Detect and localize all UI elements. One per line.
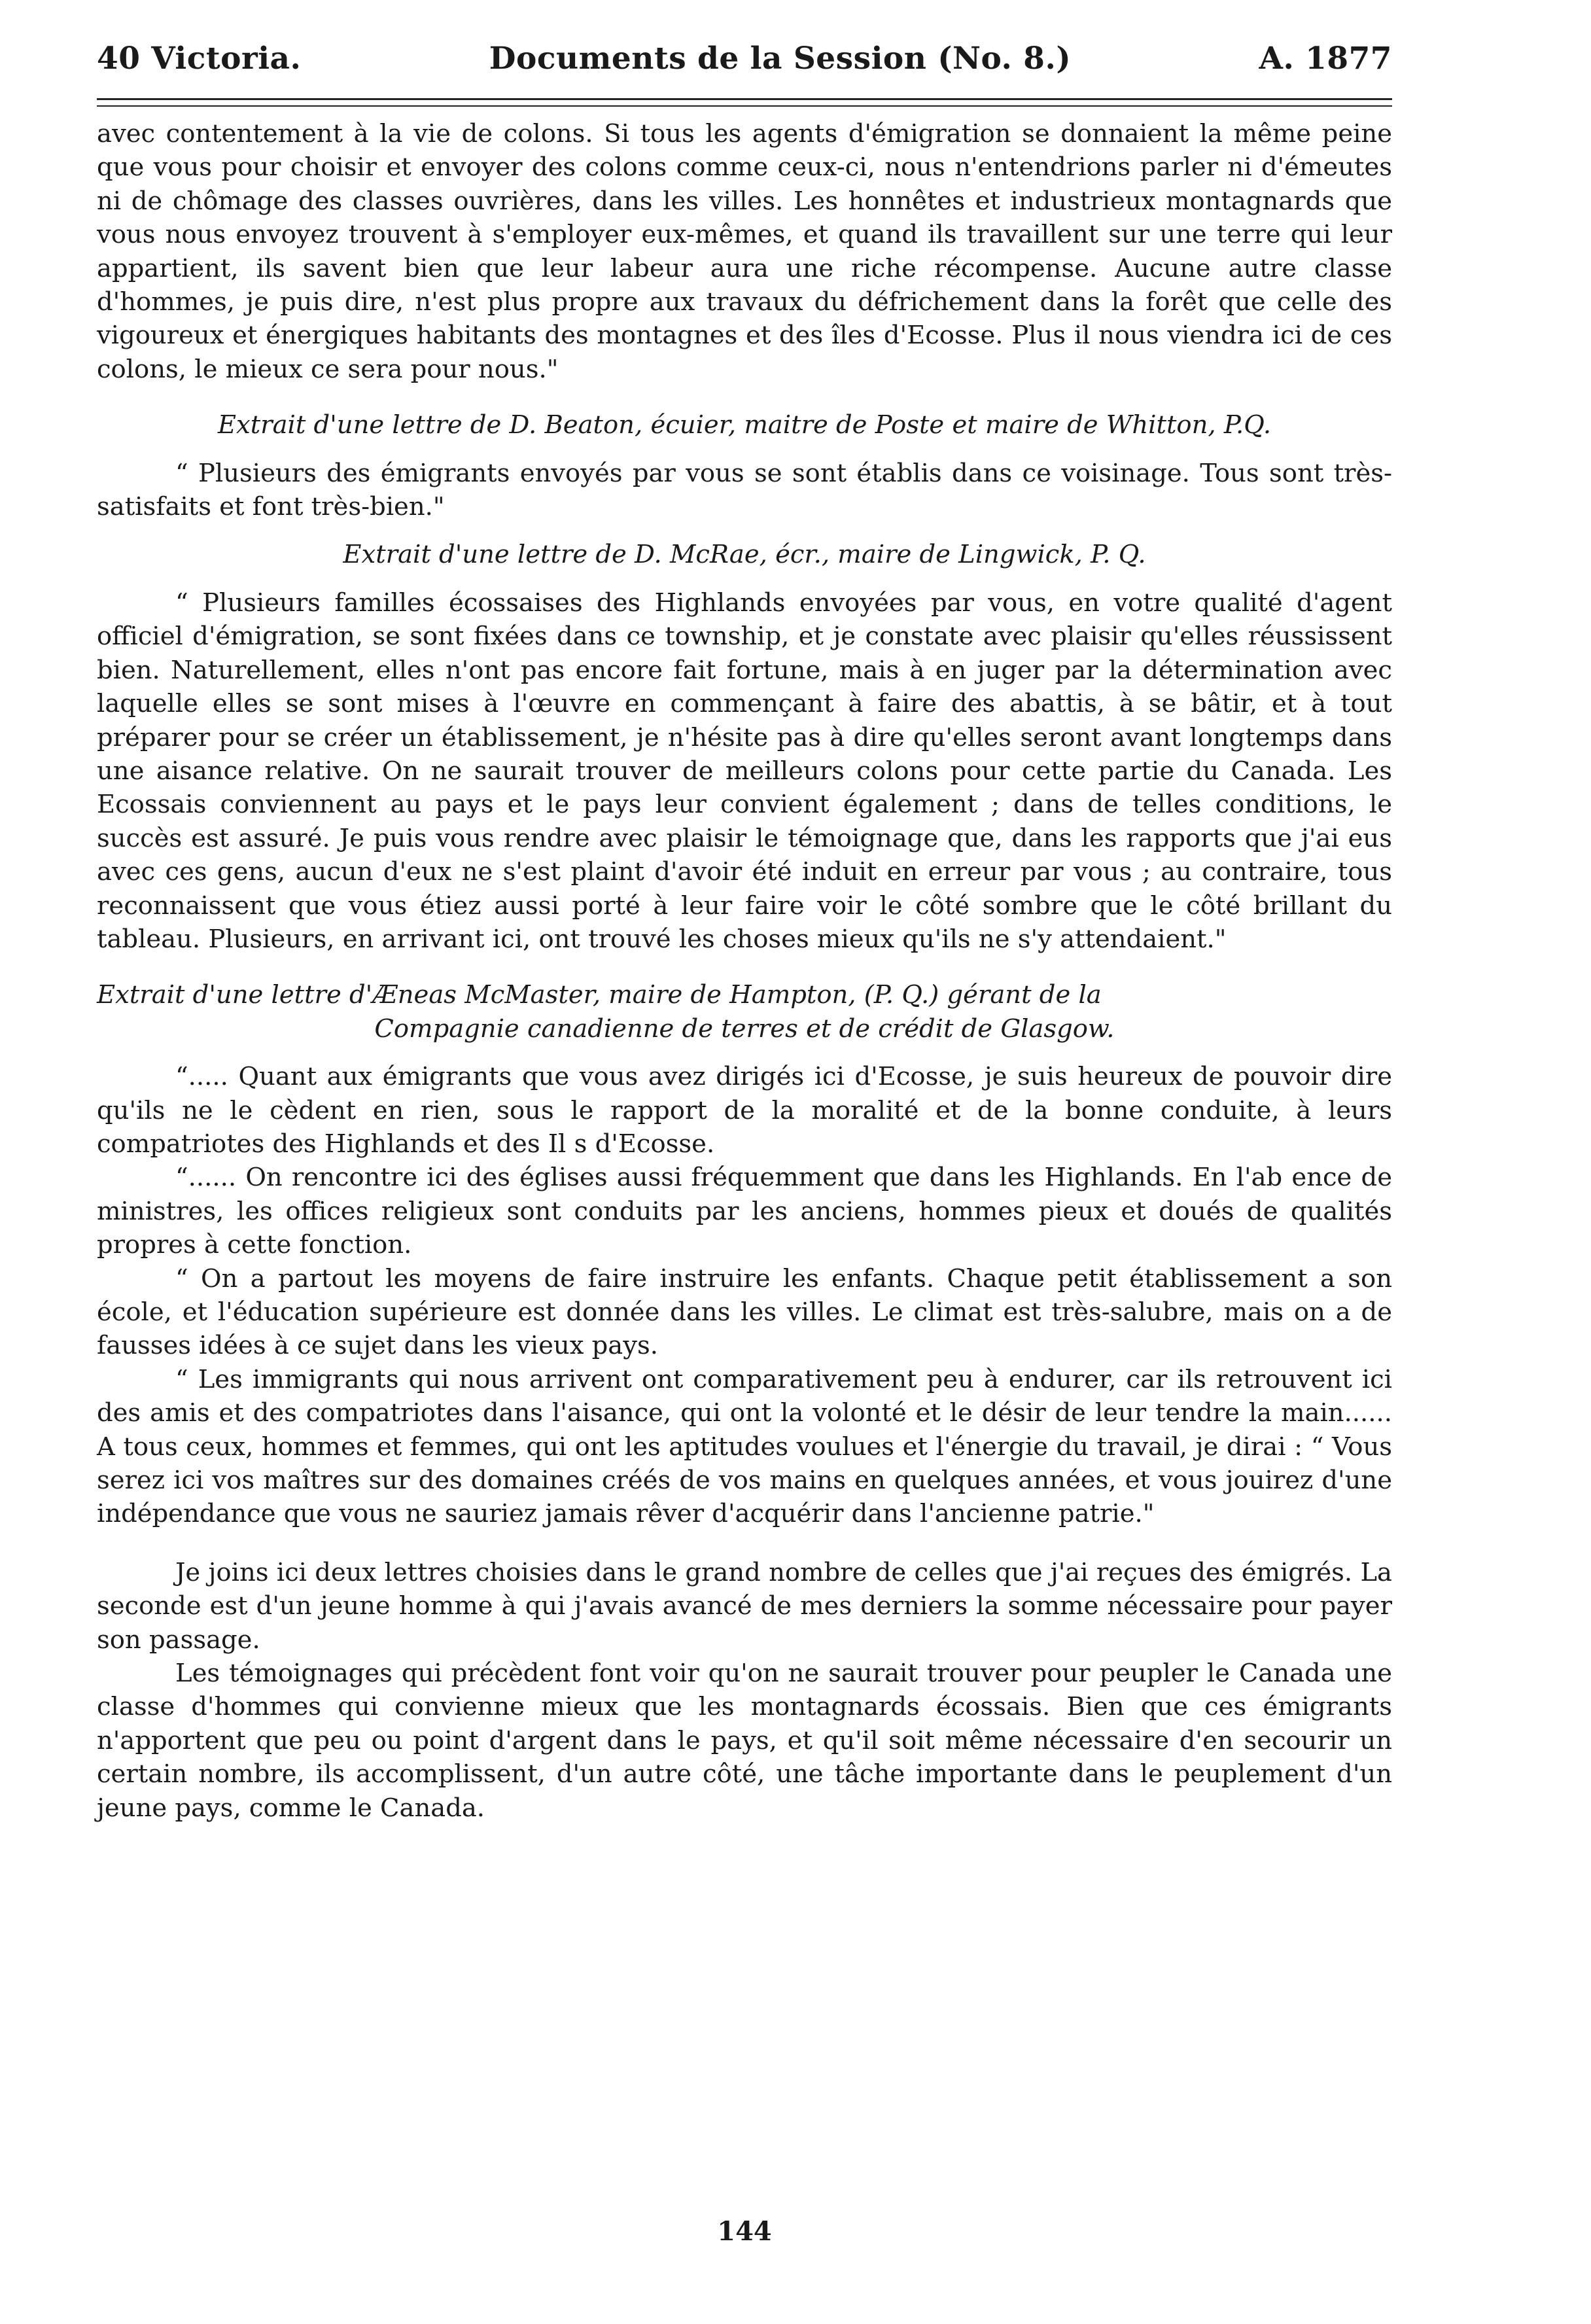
letter-mcmaster-part2: “...... On rencontre ici des églises aussi fréquemment que dans les Highlands. En l'ab ence de ministres, les offices religieux sont conduits par les anciens, hommes pieux et doués de qualités propres à cette fonction. xyxy=(97,1163,1392,1260)
letter-beaton-text: “ Plusieurs des émigrants envoyés par vous se sont établis dans ce voisinage. Tous sont très-satisfaits et font très-bien." xyxy=(97,458,1392,522)
letter-heading-mcmaster xyxy=(97,978,1392,1046)
header-rule xyxy=(97,98,1392,100)
letter-heading-beaton: Extrait d'une lettre de D. Beaton, écuier, maitre de Poste et maire de Whitton, P.Q. xyxy=(217,410,1272,440)
document-body xyxy=(97,117,1392,1825)
paragraph-letters-intro: Je joins ici deux lettres choisies dans le grand nombre de celles que j'ai reçues des émigrés. La seconde est d'un jeune homme à qui j'avais avancé de mes derniers la somme nécessaire pour payer son passage. xyxy=(97,1557,1392,1655)
letter-heading-mcmaster-line1: Extrait d'une lettre d'Æneas McMaster, maire de Hampton, (P. Q.) gérant de la xyxy=(97,980,1102,1010)
letter-mcmaster-part1: “..... Quant aux émigrants que vous avez dirigés ici d'Ecosse, je suis heureux de pouvoir dire qu'ils ne le cèdent en rien, sous le rapport de la moralité et de la bonne conduite, à leurs compatriotes des Highlands et des Il s d'Ecosse. xyxy=(97,1062,1392,1159)
letter-heading-mcmaster-line2: Compagnie canadienne de terres et de crédit de Glasgow. xyxy=(374,1013,1115,1044)
paragraph-conclusion: Les témoignages qui précèdent font voir qu'on ne saurait trouver pour peupler le Canada une classe d'hommes qui convienne mieux que les montagnards écossais. Bien que ces émigrants n'apportent que peu ou point d'argent dans le pays, et qu'il soit même nécessaire d'en secourir un certain nombre, ils accomplissent, d'un autre côté, une tâche importante dans le peuplement d'un jeune pays, comme le Canada. xyxy=(97,1659,1392,1823)
paragraph-continuation: avec contentement à la vie de colons. Si tous les agents d'émigration se donnaient la même peine que vous pour choisir et envoyer des colons comme ceux-ci, nous n'entendrions parler ni d'émeutes ni de chômage des classes ouvrières, dans les villes. Les honnêtes et industrieux montagnards que vous nous envoyez trouvent à s'employer eux-mêmes, et quand ils travaillent sur une terre qui leur appartient, ils savent bien que leur labeur aura une riche récompense. Aucune autre classe d'hommes, je puis dire, n'est plus propre aux travaux du défrichement dans la forêt que celle des vigoureux et énergiques habitants des montagnes et des îles d'Ecosse. Plus il nous viendra ici de ces colons, le mieux ce sera pour nous." xyxy=(97,119,1392,384)
running-header xyxy=(97,41,1392,86)
header-title: Documents de la Session (No. 8.) xyxy=(489,41,1072,77)
header-regnal-year: 40 Victoria. xyxy=(97,41,302,77)
page-number: 144 xyxy=(717,2216,772,2247)
letter-mcmaster-part3: “ On a partout les moyens de faire instruire les enfants. Chaque petit établissement a son école, et l'éducation supérieure est donnée dans les villes. Le climat est très-salubre, mais on a de fausses idées à ce sujet dans les vieux pays. xyxy=(97,1263,1392,1361)
letter-heading-mcrae: Extrait d'une lettre de D. McRae, écr., maire de Lingwick, P. Q. xyxy=(343,540,1146,570)
document-page xyxy=(97,41,1392,2247)
letter-mcrae-text: “ Plusieurs familles écossaises des Highlands envoyées par vous, en votre qualité d'agent officiel d'émigration, se sont fixées dans ce township, et je constate avec plaisir qu'elles réussissent bien. Naturellement, elles n'ont pas encore fait fortune, mais à en juger par la détermination avec laquelle elles se sont mises à l'œuvre en commençant à faire des abattis, à se bâtir, et à tout préparer pour se créer un établissement, je n'hésite pas à dire qu'elles seront avant longtemps dans une aisance relative. On ne saurait trouver de meilleurs colons pour cette partie du Canada. Les Ecossais conviennent au pays et le pays leur convient également ; dans de telles conditions, le succès est assuré. Je puis vous rendre avec plaisir le témoignage que, dans les rapports que j'ai eus avec ces gens, aucun d'eux ne s'est plaint d'avoir été induit en erreur par vous ; au contraire, tous reconnaissent que vous étiez aussi porté à leur faire voir le côté sombre que le côté brillant du tableau. Plusieurs, en arrivant ici, ont trouvé les choses mieux qu'ils ne s'y attendaient." xyxy=(97,588,1392,954)
header-year: A. 1877 xyxy=(1259,41,1392,77)
letter-mcmaster-part4: “ Les immigrants qui nous arrivent ont comparativement peu à endurer, car ils retrouvent ici des amis et des compatriotes dans l'aisance, qui ont la volonté et le désir de leur tendre la main...... A tous ceux, hommes et femmes, qui ont les aptitudes voulues et l'énergie du travail, je dirai : “ Vous serez ici vos maîtres sur des domaines créés de vos mains en quelques années, et vous jouirez d'une indépendance que vous ne sauriez jamais rêver d'acquérir dans l'ancienne patrie." xyxy=(97,1364,1392,1529)
header-rule-secondary xyxy=(97,105,1392,107)
